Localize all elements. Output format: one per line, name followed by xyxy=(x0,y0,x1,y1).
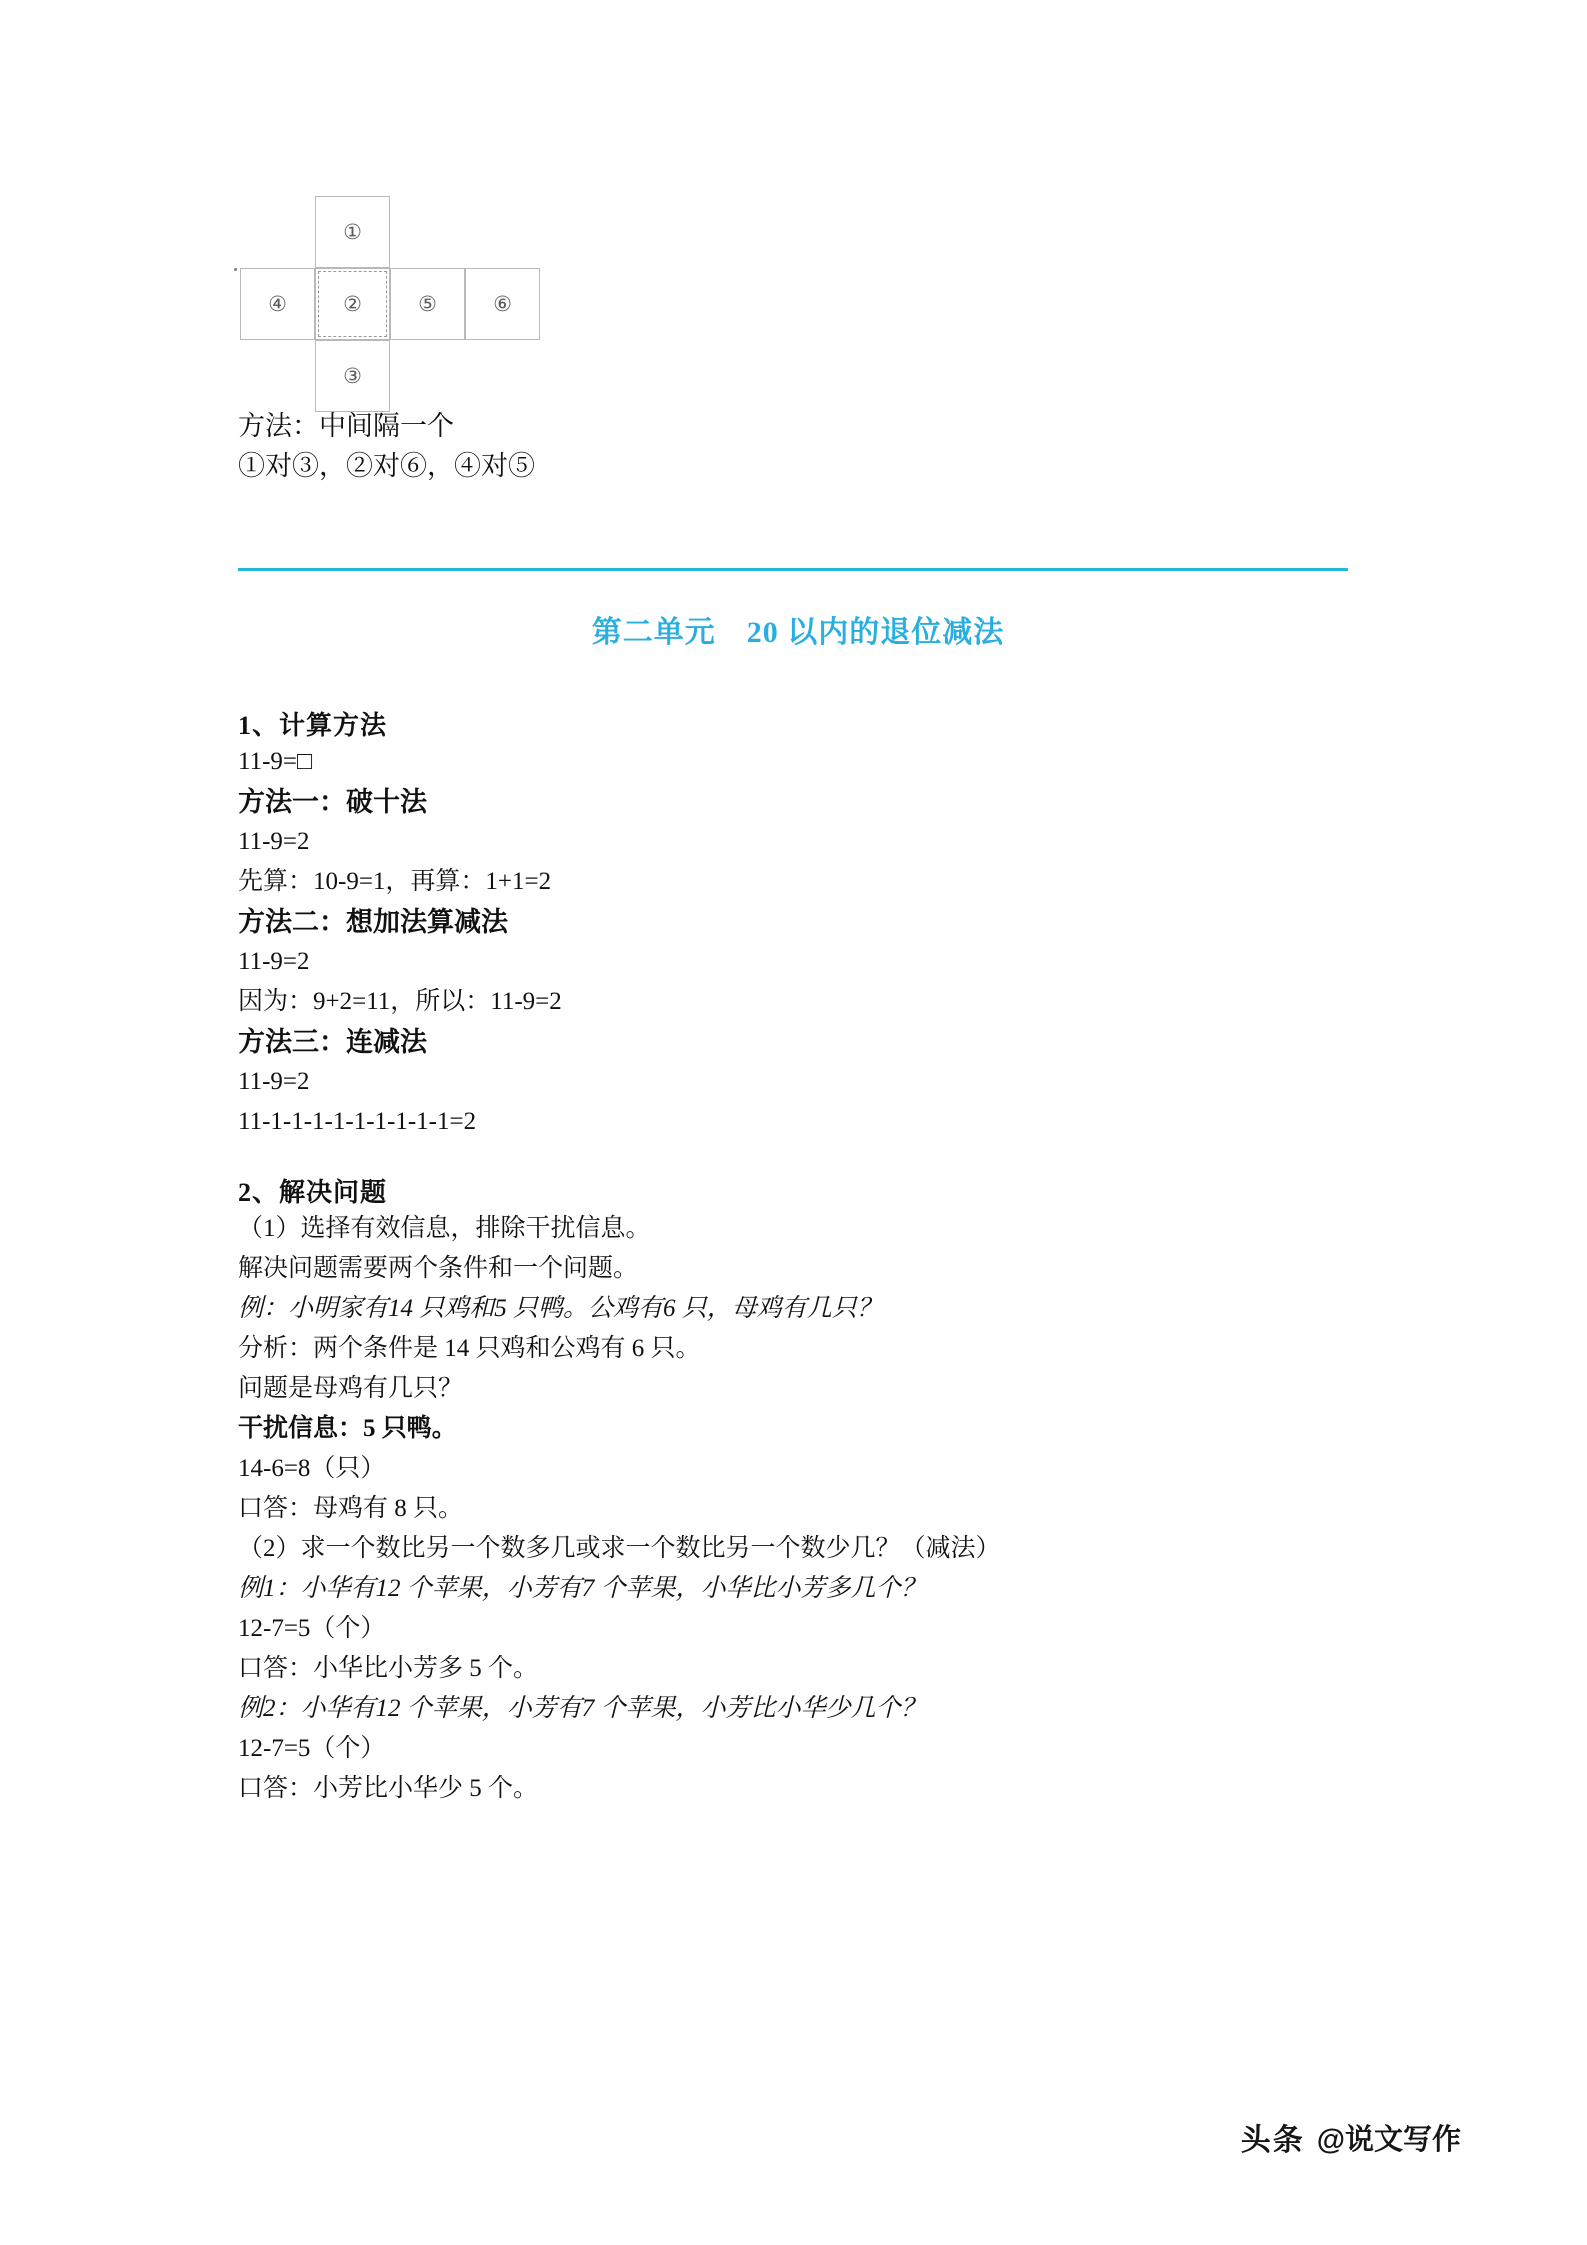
section1-line-8: 方法三：连减法 xyxy=(238,1027,427,1057)
net-cell-4-label: ④ xyxy=(268,292,287,316)
section2-line-4: 分析：两个条件是 14 只鸡和公鸡有 6 只。 xyxy=(238,1335,701,1362)
net-left-dot xyxy=(234,268,237,271)
section2-line-13: 例2：小华有12 个苹果，小芳有7 个苹果，小芳比小华少几个？ xyxy=(238,1695,926,1722)
unit-title: 第二单元 20 以内的退位减法 xyxy=(591,616,1005,649)
net-cell-2-label: ② xyxy=(343,292,362,316)
watermark xyxy=(1241,2115,1461,2159)
document-content xyxy=(238,0,1358,1809)
section2-line-5: 问题是母鸡有几只？ xyxy=(238,1375,464,1402)
section1-line-3: 11-9=2 xyxy=(238,828,310,855)
pairs-line: ①对③，②对⑥，④对⑤ xyxy=(238,451,535,481)
cube-net-diagram xyxy=(238,196,558,406)
section2-line-12: 口答：小华比小芳多 5 个。 xyxy=(238,1655,539,1682)
net-cell-6-label: ⑥ xyxy=(493,292,512,316)
section2-line-7: 14-6=8（只） xyxy=(238,1455,386,1482)
watermark-logo: 头条 xyxy=(1240,2124,1305,2157)
net-cell-1-label: ① xyxy=(343,220,362,244)
net-cell-6 xyxy=(465,268,540,340)
section2-line-6: 干扰信息：5 只鸭。 xyxy=(238,1415,457,1442)
section1-line-9: 11-9=2 xyxy=(238,1068,310,1095)
net-cell-4 xyxy=(240,268,315,340)
net-cell-2-highlight xyxy=(318,271,387,337)
section1-line-2: 方法一：破十法 xyxy=(238,787,427,817)
net-cell-5 xyxy=(390,268,465,340)
section1-line-5: 方法二：想加法算减法 xyxy=(238,907,508,937)
section2-line-2: 解决问题需要两个条件和一个问题。 xyxy=(238,1255,639,1282)
section2-line-3: 例：小明家有14 只鸡和5 只鸭。公鸡有6 只，母鸡有几只？ xyxy=(238,1295,882,1322)
section1-heading: 1、计算方法 xyxy=(238,711,388,740)
section2-line-10: 例1：小华有12 个苹果，小芳有7 个苹果，小华比小芳多几个？ xyxy=(238,1575,926,1602)
net-cell-1 xyxy=(315,196,390,268)
net-cell-3 xyxy=(315,340,390,412)
unit-divider xyxy=(238,568,1348,571)
section1-line-4: 先算：10-9=1，再算：1+1=2 xyxy=(238,868,552,895)
section2-line-11: 12-7=5（个） xyxy=(238,1615,386,1642)
section2-line-15: 口答：小芳比小华少 5 个。 xyxy=(238,1775,539,1802)
section1-line-10: 11-1-1-1-1-1-1-1-1-1=2 xyxy=(238,1108,477,1135)
section1-line-1: 11-9=□ xyxy=(238,748,313,775)
net-cell-5-label: ⑤ xyxy=(418,292,437,316)
net-cell-3-label: ③ xyxy=(343,364,362,388)
section1-line-6: 11-9=2 xyxy=(238,948,310,975)
section1-line-7: 因为：9+2=11，所以：11-9=2 xyxy=(238,988,562,1015)
section2-line-14: 12-7=5（个） xyxy=(238,1735,386,1762)
section2-line-1: （1）选择有效信息，排除干扰信息。 xyxy=(238,1215,651,1242)
watermark-text: @说文写作 xyxy=(1316,2123,1461,2156)
method-line: 方法：中间隔一个 xyxy=(238,411,454,441)
section2-line-8: 口答：母鸡有 8 只。 xyxy=(238,1495,464,1522)
section2-heading: 2、解决问题 xyxy=(238,1178,388,1207)
section2-line-9: （2）求一个数比另一个数多几或求一个数比另一个数少几？（减法） xyxy=(238,1535,1001,1562)
